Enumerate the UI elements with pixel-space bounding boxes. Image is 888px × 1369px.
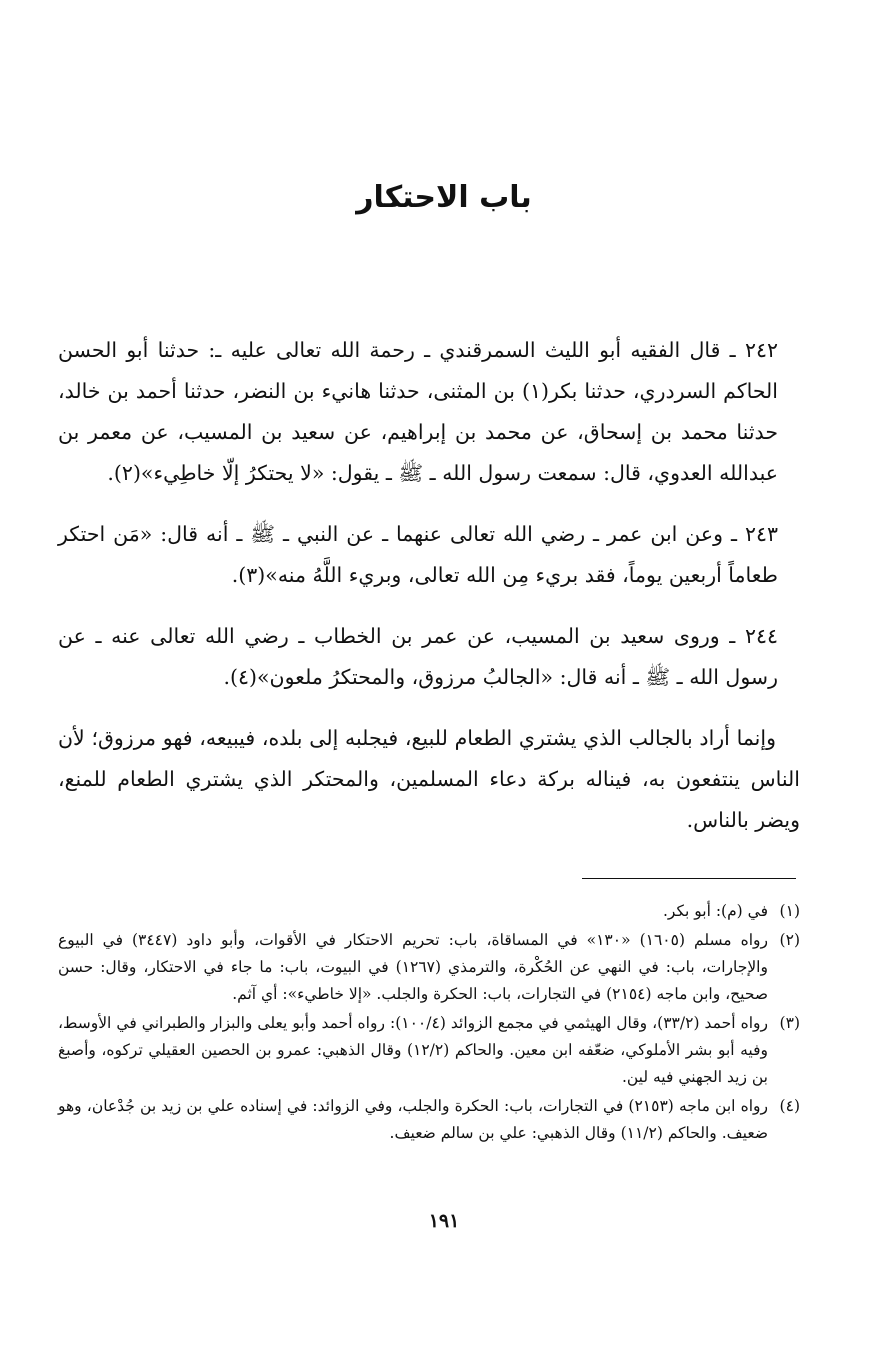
hadith-243: ٢٤٣ ـ وعن ابن عمر ـ رضي الله تعالى عنهما ـ عن النبي ـ ﷺ ـ أنه قال: «مَن احتكر طعاماً أربعين يوماً، فقد بريء مِن الله تعالى، وبريء اللَّهُ منه»(٣).: [58, 522, 778, 587]
footnote-text: رواه مسلم (١٦٠٥) «١٣٠» في المساقاة، باب: تحريم الاحتكار في الأقوات، وأبو داود (٣٤٤٧) في البيوع والإجارات، باب: في النهي عن الحُكْرة، والترمذي (١٢٦٧) في البيوت، باب: ما جاء في الاحتكار، وقال: حسن صحيح، وابن ماجه (٢١٥٤) في التجارات، باب: الحكرة والجلب. «إلا خاطيء»: أي آثم.: [58, 931, 768, 1003]
commentary-paragraph: وإنما أراد بالجالب الذي يشتري الطعام للبيع، فيجلبه إلى بلده، فيبيعه، فهو مرزوق؛ لأن الناس ينتفعون به، فيناله بركة دعاء المسلمين، والمحتكر الذي يشتري الطعام للمنع، ويضر بالناس.: [58, 726, 800, 832]
footnote-number: (٢): [779, 931, 800, 949]
hadith-242: ٢٤٢ ـ قال الفقيه أبو الليث السمرقندي ـ رحمة الله تعالى عليه ـ: حدثنا أبو الحسن الحاكم السردري، حدثنا بكر(١) بن المثنى، حدثنا هانيء بن النضر، حدثنا أحمد بن خالد، حدثنا محمد بن إسحاق، عن محمد بن إبراهيم، عن سعيد بن المسيب، عن معمر بن عبدالله العدوي، قال: سمعت رسول الله ـ ﷺ ـ يقول: «لا يحتكرُ إلّا خاطِيء»(٢).: [58, 338, 778, 485]
hadith-244: ٢٤٤ ـ وروى سعيد بن المسيب، عن عمر بن الخطاب ـ رضي الله تعالى عنه ـ عن رسول الله ـ ﷺ ـ أنه قال: «الجالبُ مرزوق، والمحتكرُ ملعون»(٤).: [58, 624, 778, 689]
footnote: [58, 927, 800, 1008]
main-text: [58, 330, 800, 861]
footnote-divider: [582, 878, 796, 879]
footnote: [58, 1093, 800, 1147]
chapter-title: باب الاحتكار: [356, 180, 532, 215]
footnote-number: (٣): [779, 1014, 800, 1032]
footnote-text: رواه أحمد (٣٣/٢)، وقال الهيثمي في مجمع الزوائد (١٠٠/٤): رواه أحمد وأبو يعلى والبزار والطبراني في الأوسط، وفيه أبو بشر الأملوكي، ضعّفه ابن معين. والحاكم (١٢/٢) وقال الذهبي: عمرو بن الحصين العقيلي تركوه، وأصبغ بن زيد الجهني فيه لين.: [58, 1014, 768, 1086]
page-number: ١٩١: [428, 1210, 460, 1232]
footnote: [58, 1010, 800, 1091]
footnotes: [58, 898, 800, 1149]
footnote-number: (٤): [779, 1097, 800, 1115]
footnote-number: (١): [779, 902, 800, 920]
footnote: [58, 898, 800, 925]
footnote-text: رواه ابن ماجه (٢١٥٣) في التجارات، باب: الحكرة والجلب، وفي الزوائد: في إسناده علي بن زيد بن جُدْعان، وهو ضعيف. والحاكم (١١/٢) وقال الذهبي: علي بن سالم ضعيف.: [58, 1097, 768, 1142]
footnote-text: في (م): أبو بكر.: [662, 902, 768, 920]
